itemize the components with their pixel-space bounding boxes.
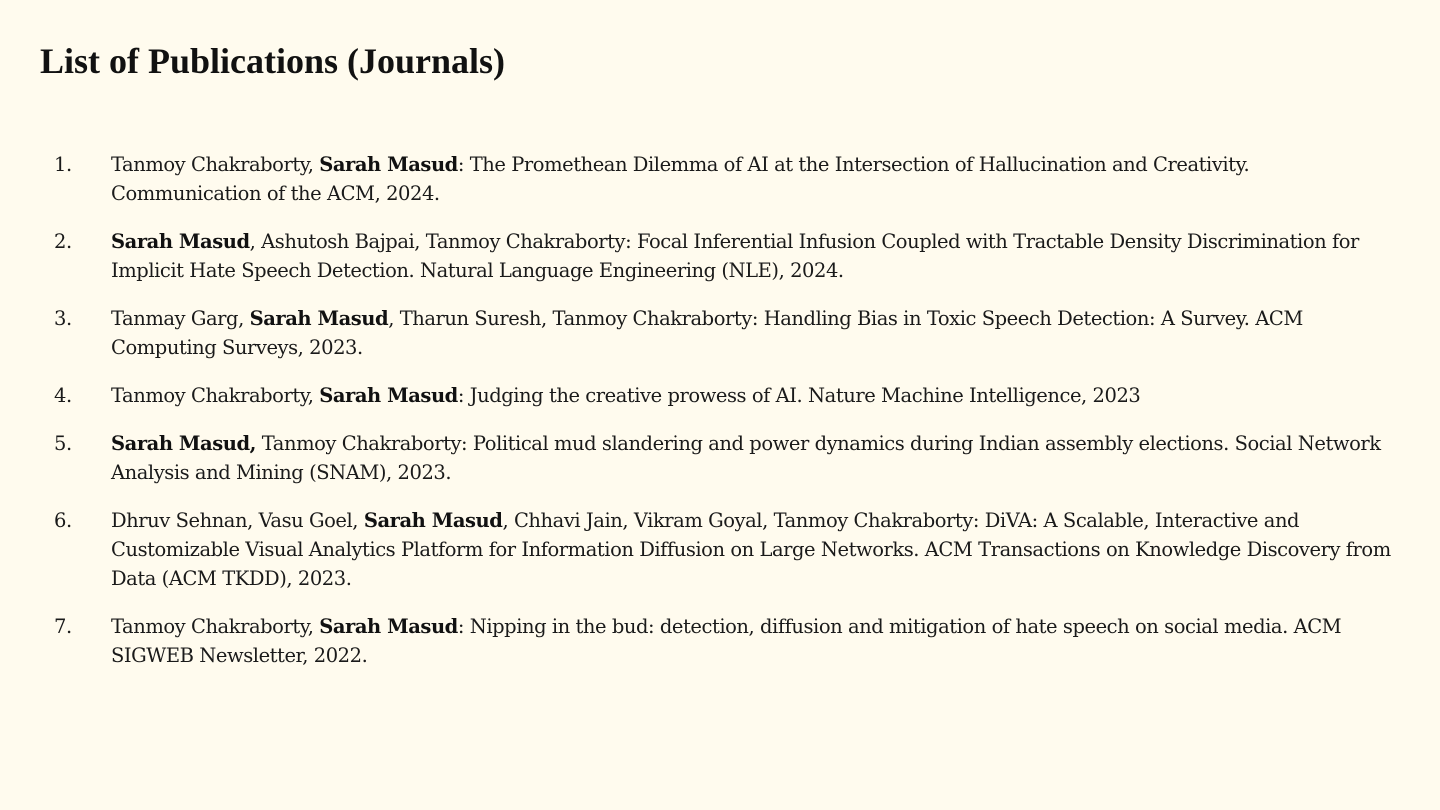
publication-authors-before: Tanmoy Chakraborty, [111,615,320,638]
publication-authors-before: Tanmoy Chakraborty, [111,384,320,407]
publication-details: , Ashutosh Bajpai, Tanmoy Chakraborty: Focal Inferential Infusion Coupled with Tractable Density Discrimination for Implicit Hate Speech Detection. Natural Language Engineering (NLE), 2024. [111,230,1359,282]
highlighted-author: Sarah Masud [249,307,389,330]
publication-item [0,506,1440,593]
publication-list [0,150,1440,689]
publication-authors-before: Tanmoy Chakraborty, [111,153,320,176]
highlighted-author: Sarah Masud [319,153,458,176]
publication-number: 3. [54,307,72,330]
highlighted-author: Sarah Masud [363,509,503,532]
publication-details: , Chhavi Jain, Vikram Goyal, Tanmoy Chakraborty: DiVA: A Scalable, Interactive and Customizable Visual Analytics Platform for Information Diffusion on Large Networks. ACM Transactions on Knowledge Discovery from Data (ACM TKDD), 2023. [111,509,1391,590]
publication-details: , Tharun Suresh, Tanmoy Chakraborty: Handling Bias in Toxic Speech Detection: A Survey. ACM Computing Surveys, 2023. [111,307,1303,359]
highlighted-author: Sarah Masud, [111,432,256,455]
publication-number: 5. [54,432,72,455]
publication-number: 2. [54,230,72,253]
highlighted-author: Sarah Masud [319,615,458,638]
publication-number: 6. [54,509,72,532]
publication-details: : Judging the creative prowess of AI. Nature Machine Intelligence, 2023 [457,384,1141,407]
highlighted-author: Sarah Masud [319,384,458,407]
publication-number: 1. [54,153,72,176]
page-title: List of Publications (Journals) [40,41,506,81]
publication-item [0,227,1440,285]
publication-authors-before: Dhruv Sehnan, Vasu Goel, [111,509,364,532]
publication-authors-before: Tanmay Garg, [111,307,250,330]
publication-item [0,612,1440,670]
publication-item [0,304,1440,362]
publication-details: Tanmoy Chakraborty: Political mud slandering and power dynamics during Indian assembly elections. Social Network Analysis and Mining (SNAM), 2023. [111,432,1381,484]
publication-item [0,150,1440,208]
publication-item [0,429,1440,487]
publication-details: : The Promethean Dilemma of AI at the Intersection of Hallucination and Creativity. Communication of the ACM, 2024. [111,153,1250,205]
publication-item [0,381,1440,410]
publication-number: 7. [54,615,72,638]
highlighted-author: Sarah Masud [111,230,250,253]
publication-number: 4. [54,384,72,407]
publication-details: : Nipping in the bud: detection, diffusion and mitigation of hate speech on social media. ACM SIGWEB Newsletter, 2022. [111,615,1342,667]
